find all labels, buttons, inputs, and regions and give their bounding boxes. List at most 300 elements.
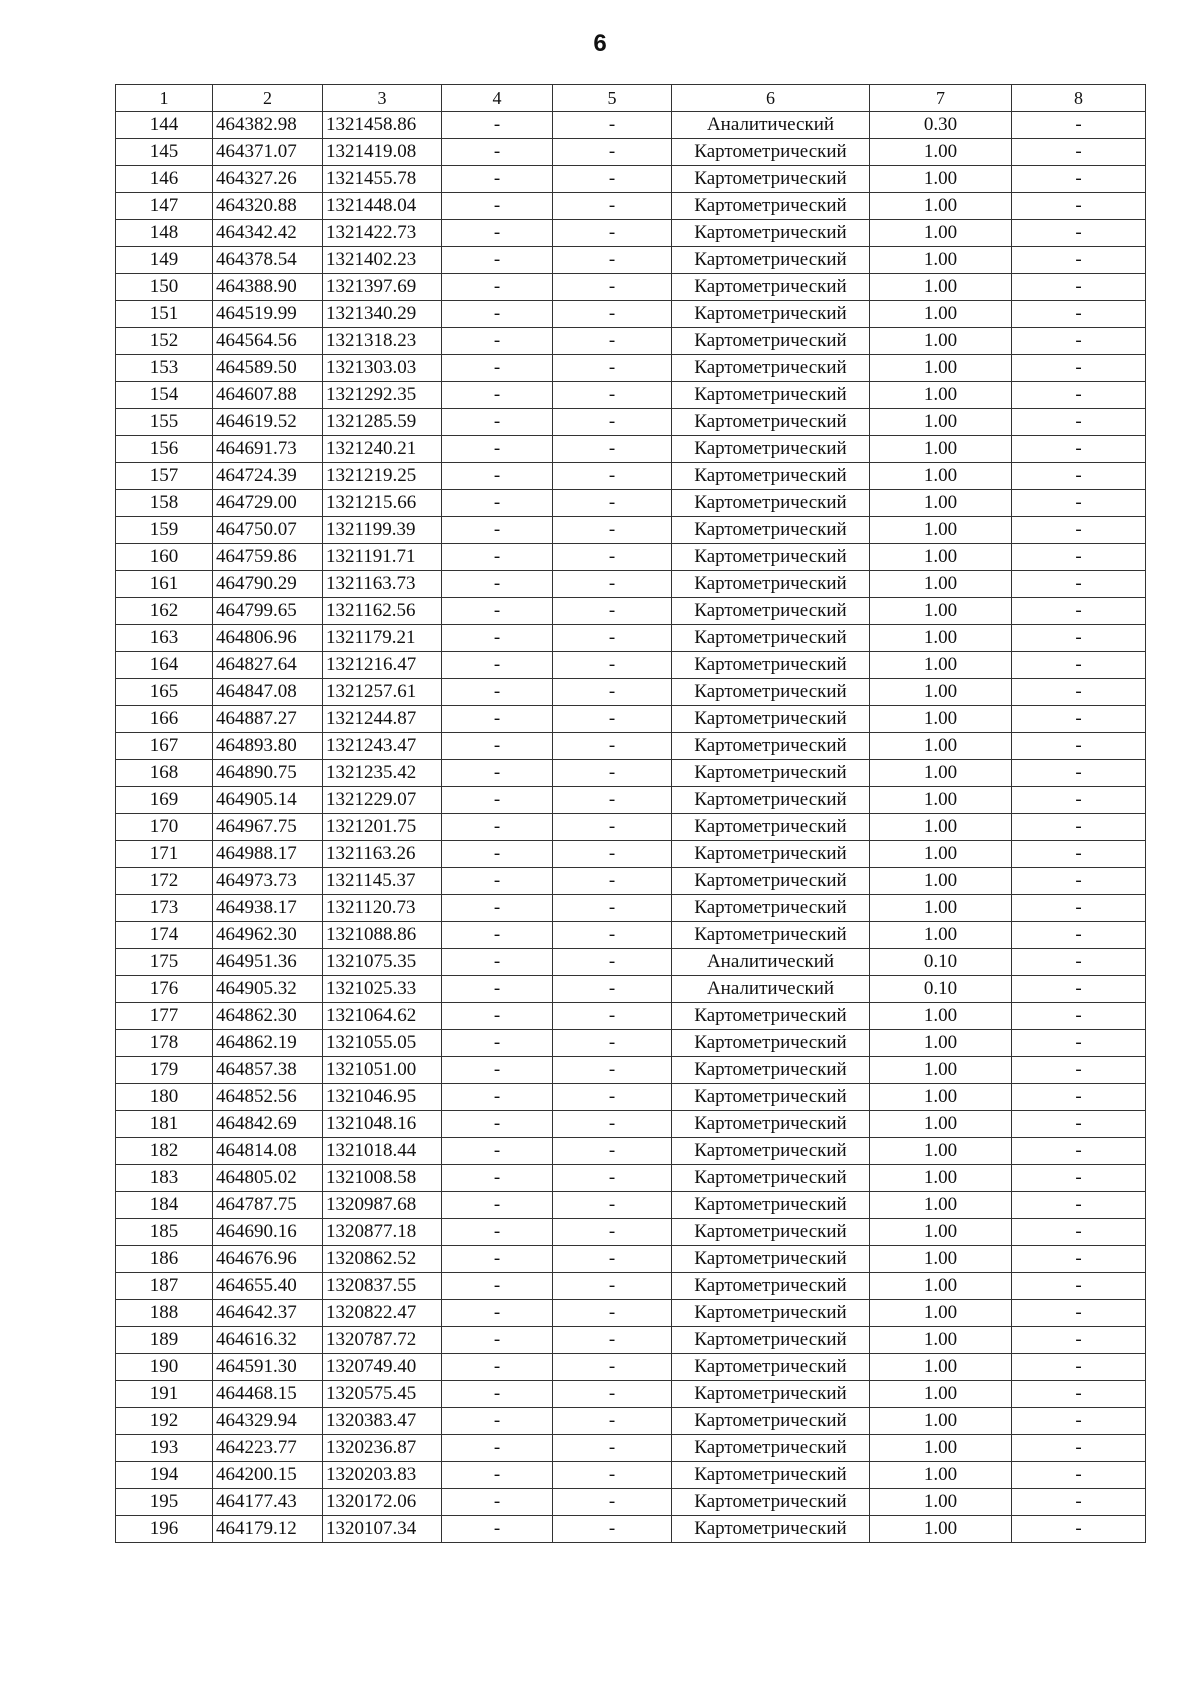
y-coordinate-cell: 1320203.83	[323, 1462, 442, 1489]
col-5-cell: -	[553, 1516, 672, 1543]
col-4-cell: -	[442, 247, 553, 274]
y-coordinate-cell: 1321051.00	[323, 1057, 442, 1084]
y-coordinate-cell: 1321163.26	[323, 841, 442, 868]
y-coordinate-cell: 1321219.25	[323, 463, 442, 490]
method-cell: Картометрический	[672, 1246, 870, 1273]
accuracy-cell: 1.00	[870, 463, 1012, 490]
col-5-cell: -	[553, 1381, 672, 1408]
accuracy-cell: 1.00	[870, 301, 1012, 328]
col-8-cell: -	[1012, 112, 1146, 139]
header-cell: 6	[672, 85, 870, 112]
accuracy-cell: 1.00	[870, 220, 1012, 247]
col-8-cell: -	[1012, 1381, 1146, 1408]
table-row	[116, 1246, 1146, 1273]
x-coordinate-cell: 464179.12	[213, 1516, 323, 1543]
col-4-cell: -	[442, 868, 553, 895]
x-coordinate-cell: 464607.88	[213, 382, 323, 409]
point-number-cell: 165	[116, 679, 213, 706]
y-coordinate-cell: 1321292.35	[323, 382, 442, 409]
table-row	[116, 463, 1146, 490]
x-coordinate-cell: 464827.64	[213, 652, 323, 679]
x-coordinate-cell: 464857.38	[213, 1057, 323, 1084]
x-coordinate-cell: 464519.99	[213, 301, 323, 328]
y-coordinate-cell: 1320107.34	[323, 1516, 442, 1543]
y-coordinate-cell: 1321120.73	[323, 895, 442, 922]
col-4-cell: -	[442, 463, 553, 490]
accuracy-cell: 1.00	[870, 409, 1012, 436]
point-number-cell: 189	[116, 1327, 213, 1354]
col-5-cell: -	[553, 598, 672, 625]
point-number-cell: 193	[116, 1435, 213, 1462]
col-8-cell: -	[1012, 139, 1146, 166]
y-coordinate-cell: 1320877.18	[323, 1219, 442, 1246]
col-4-cell: -	[442, 625, 553, 652]
x-coordinate-cell: 464862.19	[213, 1030, 323, 1057]
accuracy-cell: 1.00	[870, 814, 1012, 841]
y-coordinate-cell: 1321216.47	[323, 652, 442, 679]
method-cell: Картометрический	[672, 679, 870, 706]
col-4-cell: -	[442, 733, 553, 760]
y-coordinate-cell: 1321046.95	[323, 1084, 442, 1111]
x-coordinate-cell: 464616.32	[213, 1327, 323, 1354]
method-cell: Картометрический	[672, 1327, 870, 1354]
accuracy-cell: 1.00	[870, 166, 1012, 193]
accuracy-cell: 1.00	[870, 1300, 1012, 1327]
col-5-cell: -	[553, 1408, 672, 1435]
accuracy-cell: 1.00	[870, 679, 1012, 706]
accuracy-cell: 1.00	[870, 760, 1012, 787]
table-row	[116, 139, 1146, 166]
table-row	[116, 1408, 1146, 1435]
y-coordinate-cell: 1321244.87	[323, 706, 442, 733]
accuracy-cell: 1.00	[870, 517, 1012, 544]
x-coordinate-cell: 464842.69	[213, 1111, 323, 1138]
col-5-cell: -	[553, 1219, 672, 1246]
point-number-cell: 185	[116, 1219, 213, 1246]
accuracy-cell: 1.00	[870, 706, 1012, 733]
y-coordinate-cell: 1321397.69	[323, 274, 442, 301]
point-number-cell: 149	[116, 247, 213, 274]
point-number-cell: 167	[116, 733, 213, 760]
point-number-cell: 159	[116, 517, 213, 544]
point-number-cell: 170	[116, 814, 213, 841]
col-8-cell: -	[1012, 787, 1146, 814]
table-row	[116, 220, 1146, 247]
col-5-cell: -	[553, 625, 672, 652]
method-cell: Картометрический	[672, 1057, 870, 1084]
col-8-cell: -	[1012, 1462, 1146, 1489]
y-coordinate-cell: 1321422.73	[323, 220, 442, 247]
y-coordinate-cell: 1321285.59	[323, 409, 442, 436]
y-coordinate-cell: 1320236.87	[323, 1435, 442, 1462]
table-row	[116, 787, 1146, 814]
col-5-cell: -	[553, 517, 672, 544]
col-5-cell: -	[553, 733, 672, 760]
y-coordinate-cell: 1321199.39	[323, 517, 442, 544]
point-number-cell: 188	[116, 1300, 213, 1327]
col-8-cell: -	[1012, 490, 1146, 517]
col-5-cell: -	[553, 220, 672, 247]
method-cell: Картометрический	[672, 1219, 870, 1246]
accuracy-cell: 1.00	[870, 733, 1012, 760]
x-coordinate-cell: 464468.15	[213, 1381, 323, 1408]
point-number-cell: 161	[116, 571, 213, 598]
col-5-cell: -	[553, 1084, 672, 1111]
y-coordinate-cell: 1321240.21	[323, 436, 442, 463]
x-coordinate-cell: 464676.96	[213, 1246, 323, 1273]
y-coordinate-cell: 1321025.33	[323, 976, 442, 1003]
col-5-cell: -	[553, 193, 672, 220]
table-row	[116, 193, 1146, 220]
table-row	[116, 301, 1146, 328]
col-8-cell: -	[1012, 193, 1146, 220]
table-row	[116, 1138, 1146, 1165]
col-4-cell: -	[442, 1219, 553, 1246]
table-row	[116, 1165, 1146, 1192]
method-cell: Картометрический	[672, 517, 870, 544]
method-cell: Аналитический	[672, 112, 870, 139]
y-coordinate-cell: 1321201.75	[323, 814, 442, 841]
col-5-cell: -	[553, 490, 672, 517]
accuracy-cell: 1.00	[870, 598, 1012, 625]
point-number-cell: 175	[116, 949, 213, 976]
col-4-cell: -	[442, 1111, 553, 1138]
col-5-cell: -	[553, 409, 672, 436]
table-row	[116, 760, 1146, 787]
table-row	[116, 1003, 1146, 1030]
col-5-cell: -	[553, 1435, 672, 1462]
col-5-cell: -	[553, 382, 672, 409]
point-number-cell: 160	[116, 544, 213, 571]
method-cell: Картометрический	[672, 436, 870, 463]
y-coordinate-cell: 1320862.52	[323, 1246, 442, 1273]
point-number-cell: 184	[116, 1192, 213, 1219]
point-number-cell: 150	[116, 274, 213, 301]
table-row	[116, 166, 1146, 193]
method-cell: Картометрический	[672, 301, 870, 328]
x-coordinate-cell: 464951.36	[213, 949, 323, 976]
col-8-cell: -	[1012, 463, 1146, 490]
table-row	[116, 1111, 1146, 1138]
col-4-cell: -	[442, 544, 553, 571]
point-number-cell: 194	[116, 1462, 213, 1489]
method-cell: Картометрический	[672, 1408, 870, 1435]
method-cell: Аналитический	[672, 949, 870, 976]
col-5-cell: -	[553, 787, 672, 814]
method-cell: Картометрический	[672, 193, 870, 220]
y-coordinate-cell: 1321458.86	[323, 112, 442, 139]
col-4-cell: -	[442, 787, 553, 814]
method-cell: Картометрический	[672, 1435, 870, 1462]
point-number-cell: 144	[116, 112, 213, 139]
point-number-cell: 178	[116, 1030, 213, 1057]
col-4-cell: -	[442, 760, 553, 787]
col-8-cell: -	[1012, 625, 1146, 652]
method-cell: Картометрический	[672, 625, 870, 652]
col-4-cell: -	[442, 1057, 553, 1084]
col-8-cell: -	[1012, 706, 1146, 733]
accuracy-cell: 1.00	[870, 922, 1012, 949]
method-cell: Картометрический	[672, 1300, 870, 1327]
accuracy-cell: 1.00	[870, 1138, 1012, 1165]
x-coordinate-cell: 464787.75	[213, 1192, 323, 1219]
col-4-cell: -	[442, 814, 553, 841]
point-number-cell: 192	[116, 1408, 213, 1435]
col-4-cell: -	[442, 1003, 553, 1030]
x-coordinate-cell: 464893.80	[213, 733, 323, 760]
table-row	[116, 625, 1146, 652]
y-coordinate-cell: 1321303.03	[323, 355, 442, 382]
table-row	[116, 382, 1146, 409]
y-coordinate-cell: 1320383.47	[323, 1408, 442, 1435]
x-coordinate-cell: 464642.37	[213, 1300, 323, 1327]
x-coordinate-cell: 464790.29	[213, 571, 323, 598]
col-4-cell: -	[442, 382, 553, 409]
col-8-cell: -	[1012, 382, 1146, 409]
point-number-cell: 181	[116, 1111, 213, 1138]
header-cell: 2	[213, 85, 323, 112]
col-8-cell: -	[1012, 301, 1146, 328]
table-row	[116, 112, 1146, 139]
coordinates-table	[115, 84, 1146, 1543]
col-8-cell: -	[1012, 436, 1146, 463]
method-cell: Картометрический	[672, 598, 870, 625]
col-4-cell: -	[442, 1300, 553, 1327]
x-coordinate-cell: 464177.43	[213, 1489, 323, 1516]
method-cell: Картометрический	[672, 1273, 870, 1300]
accuracy-cell: 1.00	[870, 895, 1012, 922]
col-5-cell: -	[553, 1192, 672, 1219]
col-5-cell: -	[553, 274, 672, 301]
y-coordinate-cell: 1320822.47	[323, 1300, 442, 1327]
table-row	[116, 733, 1146, 760]
accuracy-cell: 1.00	[870, 571, 1012, 598]
col-8-cell: -	[1012, 1003, 1146, 1030]
point-number-cell: 157	[116, 463, 213, 490]
y-coordinate-cell: 1321235.42	[323, 760, 442, 787]
table-row	[116, 1057, 1146, 1084]
col-4-cell: -	[442, 679, 553, 706]
method-cell: Картометрический	[672, 814, 870, 841]
y-coordinate-cell: 1320987.68	[323, 1192, 442, 1219]
col-8-cell: -	[1012, 544, 1146, 571]
method-cell: Картометрический	[672, 355, 870, 382]
x-coordinate-cell: 464967.75	[213, 814, 323, 841]
y-coordinate-cell: 1320172.06	[323, 1489, 442, 1516]
accuracy-cell: 1.00	[870, 787, 1012, 814]
accuracy-cell: 1.00	[870, 1273, 1012, 1300]
col-4-cell: -	[442, 895, 553, 922]
col-8-cell: -	[1012, 1408, 1146, 1435]
x-coordinate-cell: 464988.17	[213, 841, 323, 868]
col-5-cell: -	[553, 1489, 672, 1516]
col-8-cell: -	[1012, 868, 1146, 895]
table-row	[116, 598, 1146, 625]
header-cell: 7	[870, 85, 1012, 112]
point-number-cell: 182	[116, 1138, 213, 1165]
y-coordinate-cell: 1321243.47	[323, 733, 442, 760]
col-4-cell: -	[442, 1462, 553, 1489]
col-4-cell: -	[442, 571, 553, 598]
x-coordinate-cell: 464378.54	[213, 247, 323, 274]
point-number-cell: 168	[116, 760, 213, 787]
table-row	[116, 706, 1146, 733]
point-number-cell: 145	[116, 139, 213, 166]
x-coordinate-cell: 464388.90	[213, 274, 323, 301]
method-cell: Картометрический	[672, 247, 870, 274]
table-row	[116, 517, 1146, 544]
col-4-cell: -	[442, 193, 553, 220]
table-row	[116, 652, 1146, 679]
col-8-cell: -	[1012, 1030, 1146, 1057]
col-5-cell: -	[553, 1138, 672, 1165]
method-cell: Картометрический	[672, 868, 870, 895]
point-number-cell: 151	[116, 301, 213, 328]
method-cell: Картометрический	[672, 274, 870, 301]
x-coordinate-cell: 464320.88	[213, 193, 323, 220]
header-cell: 3	[323, 85, 442, 112]
y-coordinate-cell: 1320837.55	[323, 1273, 442, 1300]
col-8-cell: -	[1012, 409, 1146, 436]
col-8-cell: -	[1012, 679, 1146, 706]
x-coordinate-cell: 464724.39	[213, 463, 323, 490]
method-cell: Картометрический	[672, 1489, 870, 1516]
accuracy-cell: 1.00	[870, 382, 1012, 409]
col-8-cell: -	[1012, 1192, 1146, 1219]
method-cell: Картометрический	[672, 841, 870, 868]
col-8-cell: -	[1012, 517, 1146, 544]
y-coordinate-cell: 1321048.16	[323, 1111, 442, 1138]
accuracy-cell: 1.00	[870, 436, 1012, 463]
col-8-cell: -	[1012, 1516, 1146, 1543]
method-cell: Картометрический	[672, 571, 870, 598]
col-8-cell: -	[1012, 841, 1146, 868]
col-5-cell: -	[553, 1354, 672, 1381]
y-coordinate-cell: 1321229.07	[323, 787, 442, 814]
x-coordinate-cell: 464371.07	[213, 139, 323, 166]
accuracy-cell: 0.10	[870, 976, 1012, 1003]
col-4-cell: -	[442, 1084, 553, 1111]
table-body	[116, 112, 1146, 1543]
point-number-cell: 180	[116, 1084, 213, 1111]
col-4-cell: -	[442, 112, 553, 139]
x-coordinate-cell: 464655.40	[213, 1273, 323, 1300]
y-coordinate-cell: 1321162.56	[323, 598, 442, 625]
header-cell: 8	[1012, 85, 1146, 112]
accuracy-cell: 1.00	[870, 1003, 1012, 1030]
col-4-cell: -	[442, 1165, 553, 1192]
point-number-cell: 187	[116, 1273, 213, 1300]
accuracy-cell: 1.00	[870, 1354, 1012, 1381]
col-5-cell: -	[553, 1030, 672, 1057]
x-coordinate-cell: 464805.02	[213, 1165, 323, 1192]
col-5-cell: -	[553, 1246, 672, 1273]
x-coordinate-cell: 464750.07	[213, 517, 323, 544]
accuracy-cell: 1.00	[870, 274, 1012, 301]
table-row	[116, 1084, 1146, 1111]
method-cell: Картометрический	[672, 409, 870, 436]
point-number-cell: 190	[116, 1354, 213, 1381]
point-number-cell: 155	[116, 409, 213, 436]
table-row	[116, 976, 1146, 1003]
y-coordinate-cell: 1320787.72	[323, 1327, 442, 1354]
col-5-cell: -	[553, 1003, 672, 1030]
method-cell: Картометрический	[672, 382, 870, 409]
col-5-cell: -	[553, 652, 672, 679]
col-8-cell: -	[1012, 1327, 1146, 1354]
accuracy-cell: 1.00	[870, 1219, 1012, 1246]
header-cell: 5	[553, 85, 672, 112]
point-number-cell: 196	[116, 1516, 213, 1543]
col-8-cell: -	[1012, 1435, 1146, 1462]
col-4-cell: -	[442, 517, 553, 544]
col-4-cell: -	[442, 1489, 553, 1516]
col-5-cell: -	[553, 814, 672, 841]
col-8-cell: -	[1012, 1354, 1146, 1381]
method-cell: Картометрический	[672, 787, 870, 814]
table-row	[116, 490, 1146, 517]
col-5-cell: -	[553, 976, 672, 1003]
col-4-cell: -	[442, 1273, 553, 1300]
table-row	[116, 571, 1146, 598]
table-row	[116, 274, 1146, 301]
col-4-cell: -	[442, 166, 553, 193]
col-4-cell: -	[442, 1192, 553, 1219]
table-row	[116, 247, 1146, 274]
y-coordinate-cell: 1321191.71	[323, 544, 442, 571]
col-5-cell: -	[553, 436, 672, 463]
table-row	[116, 1354, 1146, 1381]
col-8-cell: -	[1012, 976, 1146, 1003]
method-cell: Картометрический	[672, 895, 870, 922]
col-4-cell: -	[442, 976, 553, 1003]
header-cell: 1	[116, 85, 213, 112]
accuracy-cell: 1.00	[870, 1084, 1012, 1111]
col-4-cell: -	[442, 355, 553, 382]
point-number-cell: 156	[116, 436, 213, 463]
method-cell: Аналитический	[672, 976, 870, 1003]
x-coordinate-cell: 464962.30	[213, 922, 323, 949]
method-cell: Картометрический	[672, 490, 870, 517]
y-coordinate-cell: 1321055.05	[323, 1030, 442, 1057]
y-coordinate-cell: 1321163.73	[323, 571, 442, 598]
point-number-cell: 173	[116, 895, 213, 922]
y-coordinate-cell: 1321145.37	[323, 868, 442, 895]
point-number-cell: 191	[116, 1381, 213, 1408]
method-cell: Картометрический	[672, 139, 870, 166]
method-cell: Картометрический	[672, 922, 870, 949]
x-coordinate-cell: 464887.27	[213, 706, 323, 733]
col-4-cell: -	[442, 436, 553, 463]
y-coordinate-cell: 1321257.61	[323, 679, 442, 706]
x-coordinate-cell: 464564.56	[213, 328, 323, 355]
col-4-cell: -	[442, 949, 553, 976]
col-8-cell: -	[1012, 652, 1146, 679]
accuracy-cell: 1.00	[870, 1516, 1012, 1543]
accuracy-cell: 1.00	[870, 247, 1012, 274]
table-row	[116, 355, 1146, 382]
y-coordinate-cell: 1321340.29	[323, 301, 442, 328]
point-number-cell: 147	[116, 193, 213, 220]
y-coordinate-cell: 1321402.23	[323, 247, 442, 274]
col-8-cell: -	[1012, 598, 1146, 625]
y-coordinate-cell: 1321318.23	[323, 328, 442, 355]
col-5-cell: -	[553, 139, 672, 166]
col-8-cell: -	[1012, 922, 1146, 949]
col-4-cell: -	[442, 922, 553, 949]
col-4-cell: -	[442, 490, 553, 517]
accuracy-cell: 0.10	[870, 949, 1012, 976]
